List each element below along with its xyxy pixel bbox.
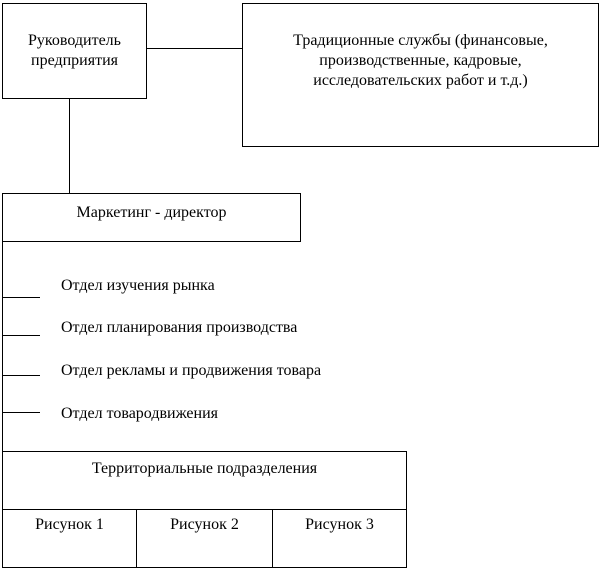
- territorial-divisions-label: Территориальные подразделения: [91, 460, 318, 477]
- department-production-planning: Отдел планирования производства: [61, 319, 298, 336]
- department-tick: [2, 412, 40, 413]
- traditional-services-line1: Традиционные службы (финансовые,: [293, 32, 548, 49]
- traditional-services-box: [242, 3, 599, 147]
- marketing-director-box: [2, 193, 301, 242]
- head-of-enterprise-line2: предприятия: [31, 52, 118, 69]
- traditional-services-line2: производственные, кадровые,: [319, 52, 522, 69]
- territorial-divider: [3, 509, 406, 510]
- connector-head-to-traditional: [147, 48, 242, 49]
- department-market-research: Отдел изучения рынка: [61, 277, 215, 294]
- departments-spine: [2, 242, 3, 452]
- figure-cell-1: Рисунок 1: [35, 516, 104, 533]
- department-advertising: Отдел рекламы и продвижения товара: [61, 362, 322, 379]
- department-tick: [2, 335, 40, 336]
- figure-cell-2: Рисунок 2: [170, 516, 239, 533]
- territorial-divisions-box: [2, 451, 407, 568]
- department-distribution: Отдел товародвижения: [61, 405, 219, 422]
- department-tick: [2, 375, 40, 376]
- figure-cell-3: Рисунок 3: [305, 516, 374, 533]
- connector-head-to-marketing: [69, 99, 70, 193]
- traditional-services-line3: исследовательских работ и т.д.): [313, 72, 528, 89]
- marketing-director-label: Маркетинг - директор: [76, 204, 227, 221]
- department-tick: [2, 297, 40, 298]
- head-of-enterprise-line1: Руководитель: [28, 32, 121, 49]
- head-of-enterprise-box: [2, 3, 147, 99]
